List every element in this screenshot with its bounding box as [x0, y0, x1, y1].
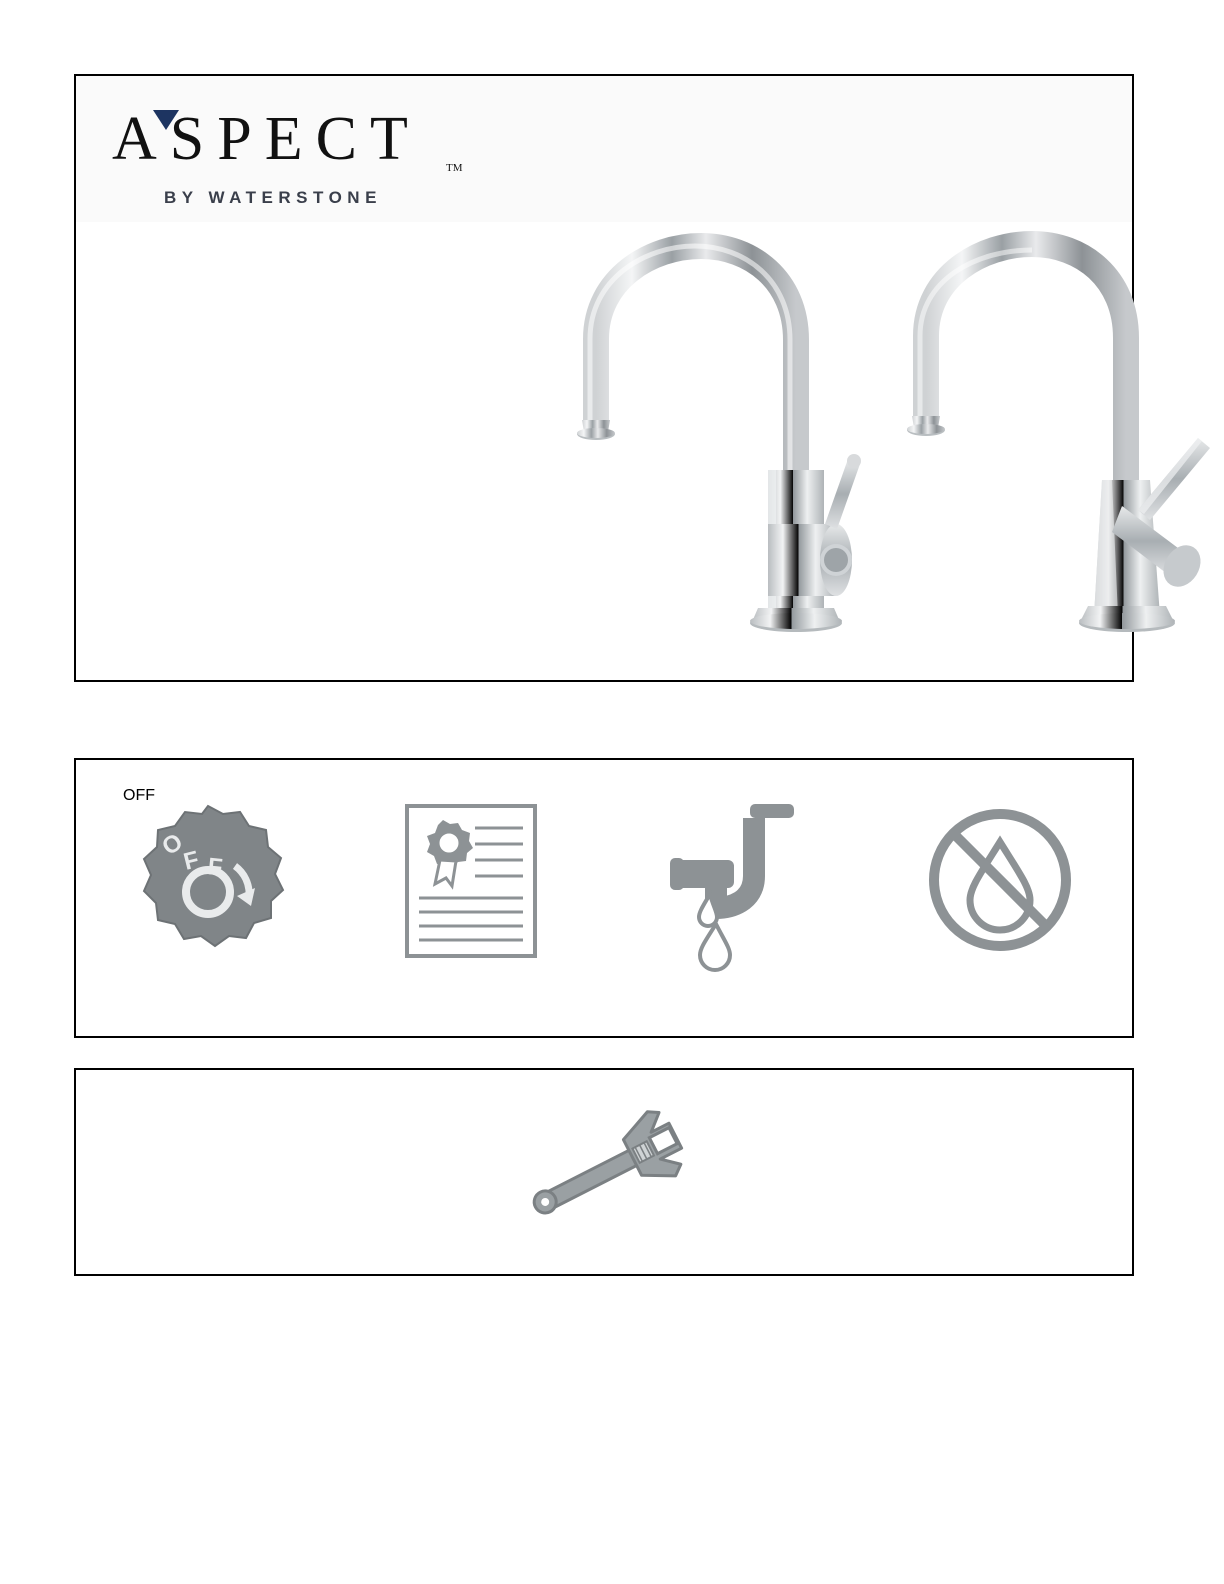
- logo-tagline: BY WATERSTONE: [164, 188, 382, 207]
- product-photo-panel: [74, 74, 1134, 682]
- shut-off-label: OFF: [123, 787, 155, 804]
- faucet-illustrations: [496, 224, 1132, 680]
- tools-icon-row: [76, 1070, 1132, 1274]
- notice-icon-cell-4: [868, 780, 1132, 980]
- svg-text:F: F: [206, 853, 224, 882]
- drain-trap-leak-icon: [654, 798, 819, 963]
- no-water-icon: [918, 798, 1083, 963]
- shut-off-water-icon: [123, 787, 293, 960]
- logo-wordmark: ASPECT: [112, 105, 421, 173]
- svg-text:F: F: [180, 846, 202, 876]
- notice-icon-row: [76, 780, 1132, 980]
- product-images: [496, 224, 1132, 680]
- adjustable-wrench-icon: [504, 1112, 704, 1232]
- logo-trademark: TM: [446, 162, 463, 174]
- notice-icons-panel: [74, 758, 1134, 1038]
- tools-panel: [74, 1068, 1134, 1276]
- faucet-image-front: [577, 246, 861, 632]
- brand-band: [76, 76, 1132, 222]
- notice-icon-cell-1: [76, 780, 340, 980]
- notice-icon-cell-3: [604, 780, 868, 980]
- faucet-image-side: [907, 244, 1210, 632]
- logo-triangle-icon: [153, 110, 179, 130]
- instructions-document-icon: [397, 798, 547, 963]
- svg-text:O: O: [157, 828, 188, 861]
- aspect-logo: [96, 90, 496, 210]
- notice-icon-cell-2: [340, 780, 604, 980]
